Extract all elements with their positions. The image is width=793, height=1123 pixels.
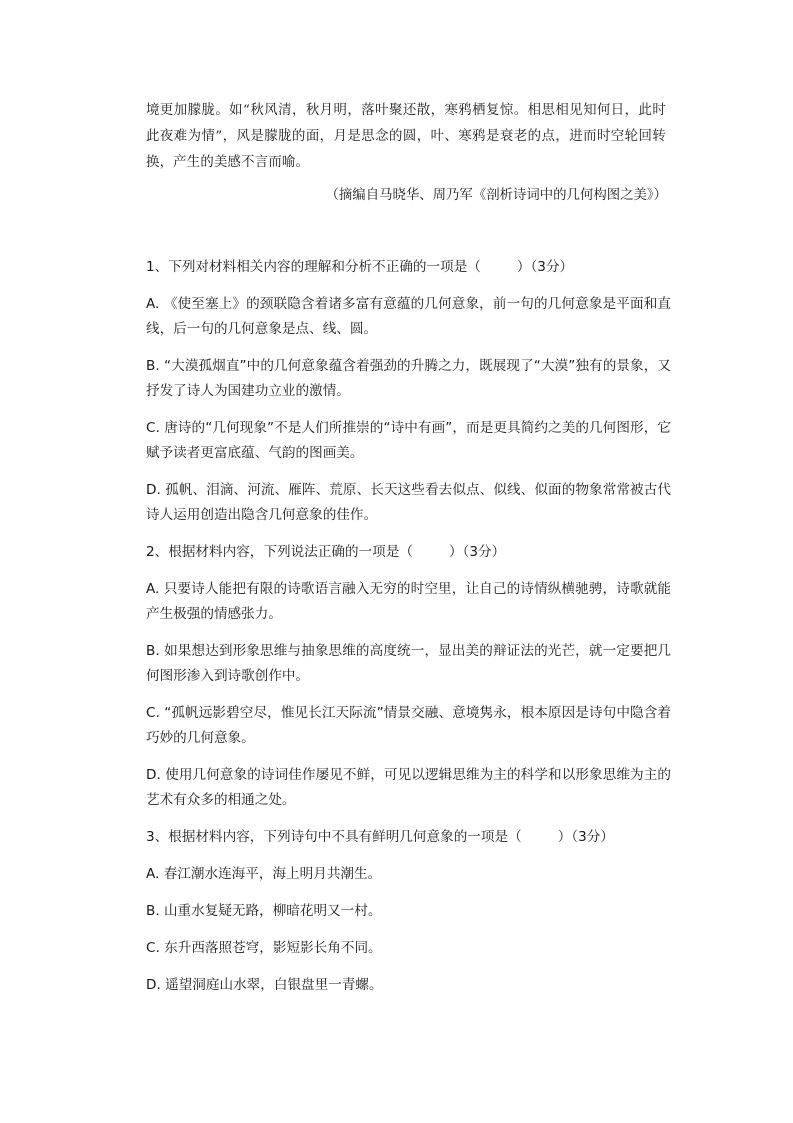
option-c: C. “孤帆远影碧空尽，惟见长江天际流”情景交融、意境隽永，根本原因是诗句中隐含着巧妙的几何意象。 <box>146 705 671 746</box>
question-list <box>146 255 671 1010</box>
option-b: B. “大漠孤烟直”中的几何意象蕴含着强劲的升腾之力，既展现了“大漠”独有的景象，又抒发了诗人为国建功立业的激情。 <box>146 358 671 399</box>
question-2 <box>146 540 671 813</box>
question-stem-suffix: ）（3分） <box>448 544 506 560</box>
question-1 <box>146 255 671 528</box>
question-stem <box>146 540 671 565</box>
question-stem-suffix: ）（3分） <box>557 829 614 845</box>
option-d: D. 使用几何意象的诗词佳作屡见不鲜，可见以逻辑思维为主的科学和以形象思维为主的艺术有众多的相通之处。 <box>146 767 671 808</box>
passage-excerpt <box>146 98 666 176</box>
option-a: A. 春江潮水连海平，海上明月共潮生。 <box>146 866 382 882</box>
question-stem <box>146 255 671 280</box>
option-b: B. 山重水复疑无路，柳暗花明又一村。 <box>146 903 382 919</box>
passage-paragraph: 境更加朦胧。如“秋风清，秋月明，落叶聚还散，寒鸦栖复惊。相思相见知何日，此时此夜难为情”，风是朦胧的面，月是思念的圆，叶、寒鸦是衰老的点，进而时空轮回转换，产生的美感不言而喻。 <box>146 103 666 170</box>
question-stem <box>146 825 671 850</box>
passage-citation: （摘编自马晓华、周乃军《剖析诗词中的几何构图之美》） <box>325 188 667 203</box>
question-stem-prefix: 2、根据材料内容，下列说法正确的一项是（ <box>146 544 413 560</box>
question-stem-suffix: ）（3分） <box>516 259 574 275</box>
option-d: D. 孤帆、泪滴、河流、雁阵、荒原、长天这些看去似点、似线、似面的物象常常被古代诗人运用创造出隐含几何意象的佳作。 <box>146 482 671 523</box>
option-b: B. 如果想达到形象思维与抽象思维的高度统一，显出美的辩证法的光芒，就一定要把几何图形渗入到诗歌创作中。 <box>146 643 671 684</box>
question-stem-prefix: 3、根据材料内容，下列诗句中不具有鲜明几何意象的一项是（ <box>146 829 522 845</box>
question-3 <box>146 825 671 998</box>
option-c: C. 东升西落照苍穹，影短影长角不同。 <box>146 940 382 956</box>
option-a: A. 《使至塞上》的颈联隐含着诸多富有意蕴的几何意象，前一句的几何意象是平面和直线，后一句的几何意象是点、线、圆。 <box>146 296 671 337</box>
option-a: A. 只要诗人能把有限的诗歌语言融入无穷的时空里，让自己的诗情纵横驰骋，诗歌就能产生极强的情感张力。 <box>146 581 671 622</box>
option-c: C. 唐诗的“几何现象”不是人们所推崇的“诗中有画”，而是更具简约之美的几何图形，它赋予读者更富底蕴、气韵的图画美。 <box>146 420 671 461</box>
option-d: D. 遥望洞庭山水翠，白银盘里一青螺。 <box>146 977 383 993</box>
question-stem-prefix: 1、下列对材料相关内容的理解和分析不正确的一项是（ <box>146 259 481 275</box>
